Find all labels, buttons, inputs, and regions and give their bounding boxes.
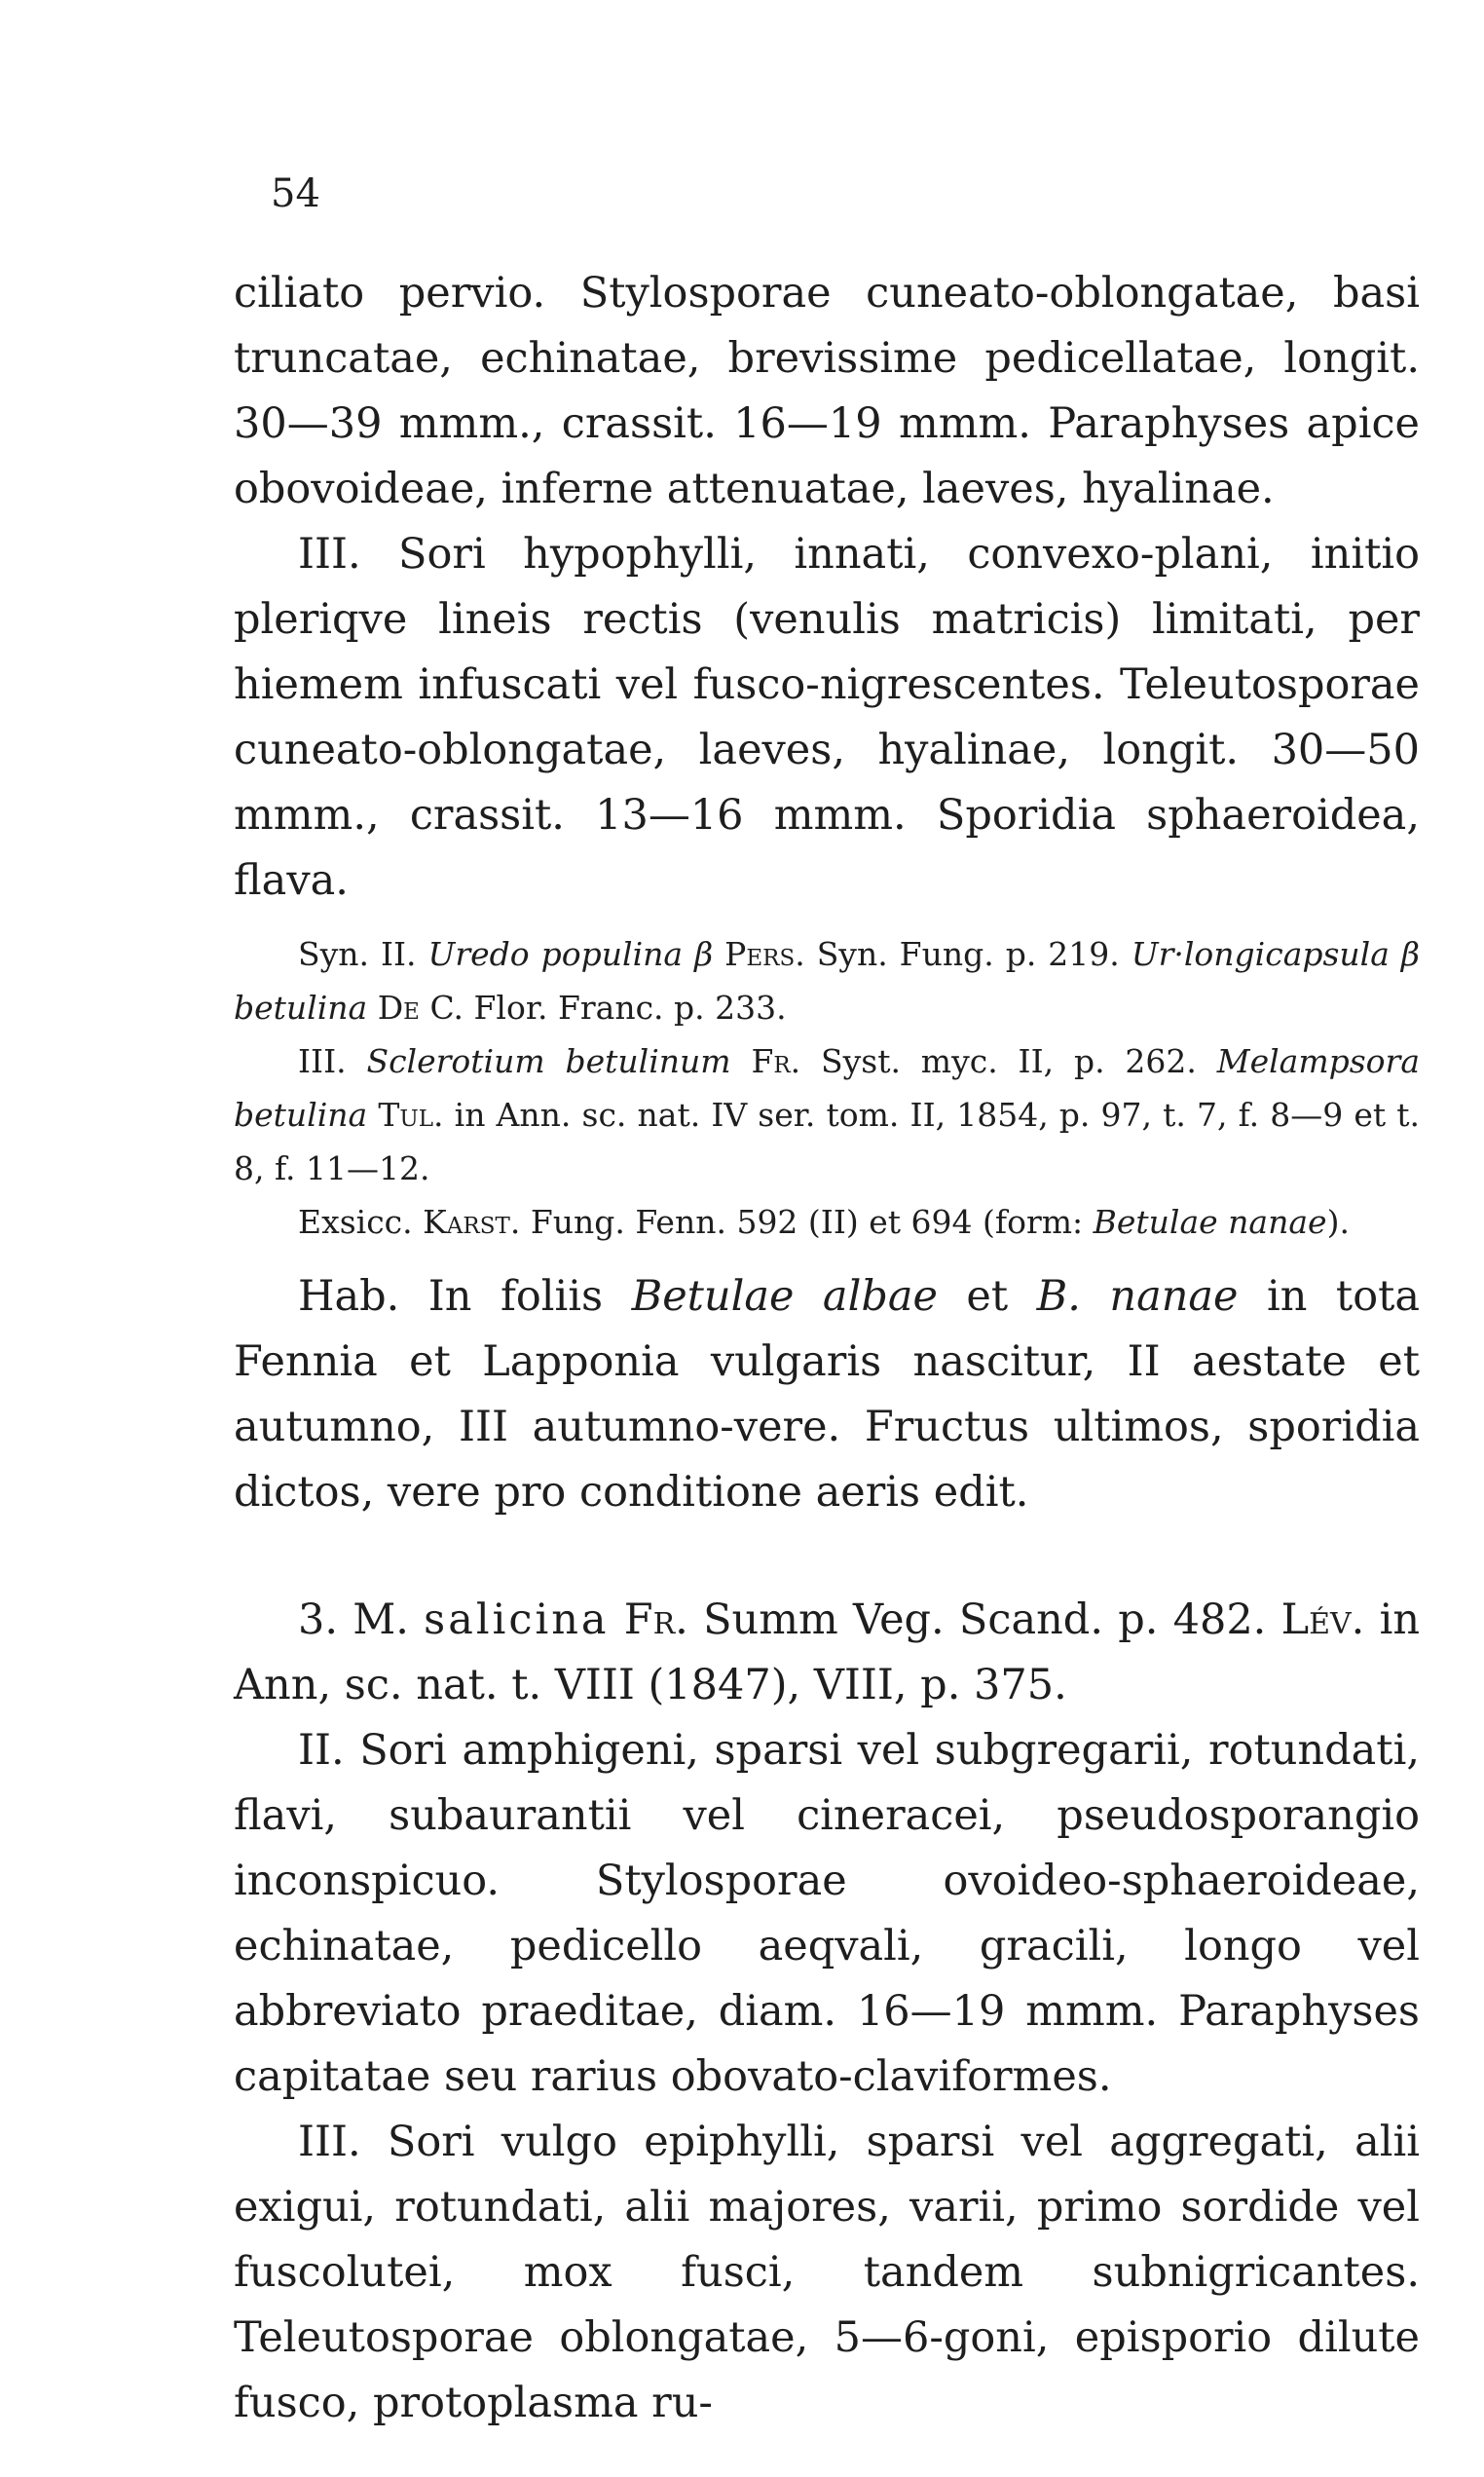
author-fr: Fr.: [751, 1042, 801, 1080]
citation-syst-myc: Syst. myc. II, p. 262.: [821, 1042, 1197, 1080]
author-de-c: De C.: [377, 989, 464, 1027]
taxon-melampsora-betulina: Melampsora betulina: [234, 1042, 1420, 1134]
exsicc-label: Exsicc.: [298, 1203, 413, 1241]
syn-label: III.: [298, 1042, 347, 1080]
paragraph-sori-iii-salicina: III. Sori vulgo epiphylli, sparsi vel aggregati, alii exigui, rotundati, alii majores, varii, primo sordide vel fuscolutei, mox fusci, tandem subnigricantes. Teleutosporae oblongatae, 5—6-goni, episporio dilute fusco, protoplasma ru-: [234, 2118, 1420, 2427]
species-epithet: salicina: [424, 1595, 610, 1644]
author-pers: Pers.: [724, 935, 805, 973]
page-number: 54: [271, 171, 320, 216]
habitat: [234, 1264, 1420, 1525]
taxon-betulae-nanae: Betulae nanae: [1093, 1203, 1327, 1241]
taxon-uredo-populina: Uredo populina: [427, 935, 684, 973]
author-lev: Lév.: [1280, 1595, 1365, 1644]
hab-intro: Hab. In foliis: [298, 1272, 604, 1321]
species-number: 3. M.: [298, 1595, 409, 1644]
paragraph-stylosporae-ii: ciliato pervio. Stylosporae cuneato-oblongatae, basi truncatae, echinatae, brevissime pedicellatae, longit. 30—39 mmm., crassit. 16—19 mmm. Paraphyses apice obovoideae, inferne attenuatae, laeves, hyalinae.: [234, 269, 1420, 513]
exsicc-citation: Fung. Fenn. 592 (II) et 694 (form:: [530, 1203, 1084, 1241]
exsiccata: [234, 1195, 1420, 1249]
citation-flor-franc: Flor. Franc. p. 233.: [473, 989, 787, 1027]
beta-symbol: β: [694, 935, 714, 973]
text-block: [234, 261, 1420, 2436]
citation-ann-sc-nat: in Ann. sc. nat. IV ser. tom. II, 1854, p. 97, t. 7, f. 8—9 et t. 8, f. 11—12.: [234, 1096, 1420, 1187]
taxon-betulae-albae: Betulae albae: [631, 1272, 938, 1321]
taxon-betulina: betulina: [234, 989, 368, 1027]
exsicc-close: ).: [1326, 1203, 1350, 1241]
species-heading-salicina: [234, 1588, 1420, 1718]
paragraph-sori-iii: III. Sori hypophylli, innati, convexo-plani, initio pleriqve lineis rectis (venulis matricis) limitati, per hiemem infuscati vel fusco-nigrescentes. Teleutosporae cuneato-oblongatae, laeves, hyalinae, longit. 30—50 mmm., crassit. 13—16 mmm. Sporidia sphaeroidea, flava.: [234, 530, 1420, 905]
taxon-uredo-longicapsula: Ur·longicapsula: [1131, 935, 1390, 973]
beta-symbol: β: [1400, 935, 1420, 973]
taxon-sclerotium-betulinum: Sclerotium betulinum: [366, 1042, 731, 1080]
author-karst: Karst.: [423, 1203, 521, 1241]
citation-summ-veg: Summ Veg. Scand. p. 482.: [703, 1595, 1267, 1644]
paragraph-sori-ii-salicina: II. Sori amphigeni, sparsi vel subgregarii, rotundati, flavi, subaurantii vel cineracei, pseudosporangio inconspicuo. Stylosporae ovoideo-sphaeroideae, echinatae, pedicello aeqvali, gracili, longo vel abbreviato praeditae, diam. 16—19 mmm. Paraphyses capitatae seu rarius obovato-claviformes.: [234, 1726, 1420, 2101]
author-tul: Tul.: [378, 1096, 444, 1134]
hab-et: et: [966, 1272, 1009, 1321]
citation-syn-fung: Syn. Fung. p. 219.: [816, 935, 1120, 973]
hab-text: in tota Fennia et Lapponia vulgaris nascitur, II aestate et autumno, III autumno-vere. Fructus ultimos, sporidia dictos, vere pro conditione aeris edit.: [234, 1272, 1420, 1517]
author-fr: Fr.: [623, 1595, 688, 1644]
citation-ann-sc-nat: in Ann, sc. nat. t. VIII (1847), VIII, p. 375.: [234, 1595, 1421, 1709]
syn-label: Syn. II.: [298, 935, 417, 973]
synonyms-iii: [234, 1034, 1420, 1195]
synonyms-ii: [234, 927, 1420, 1034]
taxon-b-nanae: B. nanae: [1036, 1272, 1239, 1321]
